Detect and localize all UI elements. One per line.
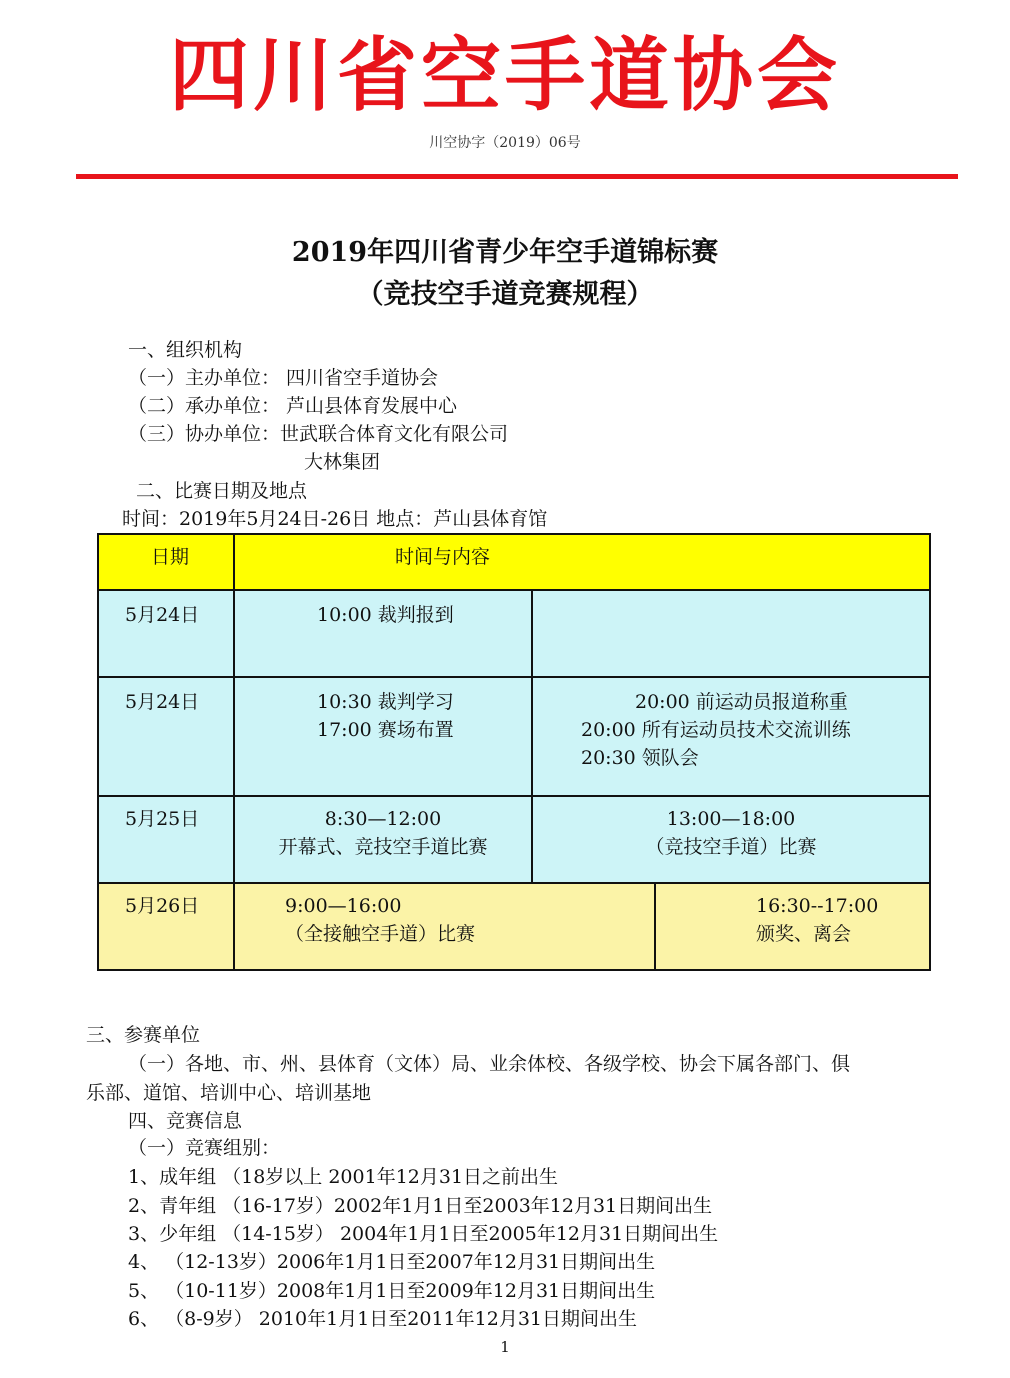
schedule-row xyxy=(98,883,930,970)
schedule-row xyxy=(98,590,930,677)
organizer-line: （一）主办单位： 四川省空手道协会 xyxy=(128,367,439,389)
document-number: 川空协字（2019）06号 xyxy=(429,135,581,151)
date-label: 5月25日 xyxy=(125,808,200,830)
host-line: （二）承办单位： 芦山县体育发展中心 xyxy=(128,395,458,417)
date-cell xyxy=(98,883,234,970)
right-content-cell xyxy=(532,590,930,677)
content-line: 20:00 所有运动员技术交流训练 xyxy=(581,719,851,741)
date-cell xyxy=(98,590,234,677)
schedule-row xyxy=(98,677,930,796)
content-line: 开幕式、竞技空手道比赛 xyxy=(278,836,488,858)
content-line: 9:00—16:00 xyxy=(285,895,402,917)
right-content-cell xyxy=(532,796,930,883)
right-content-cell xyxy=(532,677,930,796)
co-organizer-line-2: 大林集团 xyxy=(304,451,381,473)
content-line: （全接触空手道）比赛 xyxy=(285,923,476,945)
header-date-cell xyxy=(98,534,234,590)
group-item: 5、 （10-11岁）2008年1月1日至2009年12月31日期间出生 xyxy=(128,1280,656,1302)
group-item: 2、青年组 （16-17岁）2002年1月1日至2003年12月31日期间出生 xyxy=(128,1195,713,1217)
header-content-cell xyxy=(234,534,930,590)
header-content-label: 时间与内容 xyxy=(395,546,491,568)
date-label: 5月26日 xyxy=(125,895,200,917)
left-content-cell xyxy=(234,677,532,796)
date-cell xyxy=(98,796,234,883)
participants-paragraph-line-2: 乐部、道馆、培训中心、培训基地 xyxy=(86,1082,372,1104)
group-item: 3、少年组 （14-15岁） 2004年1月1日至2005年12月31日期间出生 xyxy=(128,1223,719,1245)
red-divider-rule xyxy=(76,174,958,179)
content-line: 20:00 前运动员报道称重 xyxy=(635,691,848,713)
content-line: （竞技空手道）比赛 xyxy=(645,836,817,858)
schedule-table xyxy=(97,533,931,971)
organization-name-header: 四川省空手道协会 xyxy=(169,29,841,122)
section-2-heading: 二、比赛日期及地点 xyxy=(136,480,308,502)
date-cell xyxy=(98,677,234,796)
schedule-header-row xyxy=(98,534,930,590)
participants-paragraph-line-1: （一）各地、市、州、县体育（文体）局、业余体校、各级学校、协会下属各部门、俱 xyxy=(128,1053,851,1075)
content-line: 13:00—18:00 xyxy=(666,808,796,830)
date-label: 5月24日 xyxy=(125,604,200,626)
left-content-cell xyxy=(234,883,655,970)
date-label: 5月24日 xyxy=(125,691,200,713)
content-line: 8:30—12:00 xyxy=(324,808,442,830)
page-number: 1 xyxy=(500,1338,510,1356)
competition-groups-heading: （一）竞赛组别： xyxy=(128,1137,281,1159)
time-location-line: 时间：2019年5月24日-26日 地点：芦山县体育馆 xyxy=(122,508,548,530)
content-line: 10:00 裁判报到 xyxy=(317,604,454,626)
left-content-cell xyxy=(234,590,532,677)
content-line: 16:30--17:00 xyxy=(756,895,879,917)
group-item: 4、 （12-13岁）2006年1月1日至2007年12月31日期间出生 xyxy=(128,1251,656,1273)
section-1-heading: 一、组织机构 xyxy=(128,339,243,361)
content-line: 颁奖、离会 xyxy=(756,923,852,945)
content-line: 20:30 领队会 xyxy=(581,747,699,769)
group-item: 1、成年组 （18岁以上 2001年12月31日之前出生 xyxy=(128,1166,559,1188)
group-item: 6、 （8-9岁） 2010年1月1日至2011年12月31日期间出生 xyxy=(128,1308,638,1330)
header-date-label: 日期 xyxy=(151,546,190,568)
right-content-cell xyxy=(655,883,930,970)
content-line: 10:30 裁判学习 xyxy=(317,691,454,713)
co-organizer-line: （三）协办单位：世武联合体育文化有限公司 xyxy=(128,423,509,445)
document-subtitle: （竞技空手道竞赛规程） xyxy=(356,279,654,310)
section-4-heading: 四、竞赛信息 xyxy=(128,1110,243,1132)
schedule-row xyxy=(98,796,930,883)
content-line: 17:00 赛场布置 xyxy=(317,719,454,741)
document-title: 2019年四川省青少年空手道锦标赛 xyxy=(291,237,719,268)
section-3-heading: 三、参赛单位 xyxy=(86,1024,201,1046)
left-content-cell xyxy=(234,796,532,883)
